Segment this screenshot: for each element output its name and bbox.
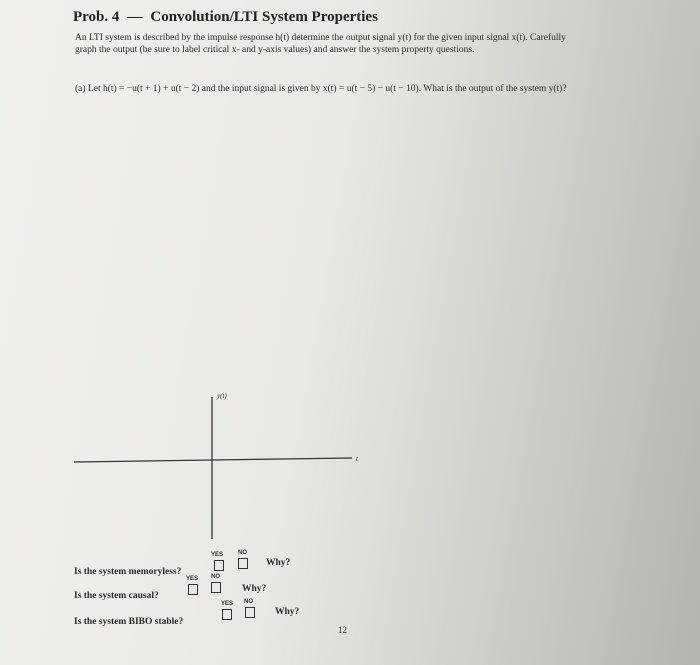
question-bibo-stable: Is the system BIBO stable? bbox=[74, 617, 184, 627]
problem-intro: An LTI system is described by the impulse response h(t) determine the output signal y(t) for the given input signal x(t). Carefully graph the output (be sure to label critical x- and y-axis values) and answer the system property questions. bbox=[75, 33, 566, 55]
memoryless-yes-checkbox[interactable] bbox=[214, 560, 224, 571]
x-axis-label: t bbox=[356, 455, 358, 463]
memoryless-no-checkbox[interactable] bbox=[238, 558, 248, 569]
causal-yes-label: YES bbox=[186, 576, 199, 582]
bibo-no-checkbox[interactable] bbox=[245, 607, 255, 618]
causal-yes-checkbox[interactable] bbox=[188, 584, 198, 595]
memoryless-no-label: NO bbox=[238, 550, 247, 556]
causal-why: Why? bbox=[242, 584, 267, 594]
title-separator: — bbox=[127, 9, 143, 25]
question-memoryless: Is the system memoryless? bbox=[74, 567, 182, 577]
bibo-yes-label: YES bbox=[221, 601, 234, 607]
problem-heading: Convolution/LTI System Properties bbox=[150, 9, 378, 25]
memoryless-yes-label: YES bbox=[211, 552, 224, 558]
x-axis bbox=[74, 458, 352, 462]
page-number: 12 bbox=[338, 625, 347, 635]
y-axis-label: y(t) bbox=[217, 392, 227, 400]
question-causal: Is the system causal? bbox=[74, 591, 159, 601]
bibo-no-label: NO bbox=[244, 599, 253, 605]
problem-number: Prob. 4 bbox=[73, 9, 120, 25]
part-a-text: (a) Let h(t) = −u(t + 1) + u(t − 2) and the input signal is given by x(t) = u(t − 5) − u(t − 10). What is the output of the system y(t)? bbox=[75, 84, 567, 94]
causal-no-label: NO bbox=[211, 574, 220, 580]
bibo-why: Why? bbox=[275, 607, 300, 617]
causal-no-checkbox[interactable] bbox=[211, 582, 221, 593]
memoryless-why: Why? bbox=[266, 558, 291, 568]
bibo-yes-checkbox[interactable] bbox=[222, 609, 232, 620]
